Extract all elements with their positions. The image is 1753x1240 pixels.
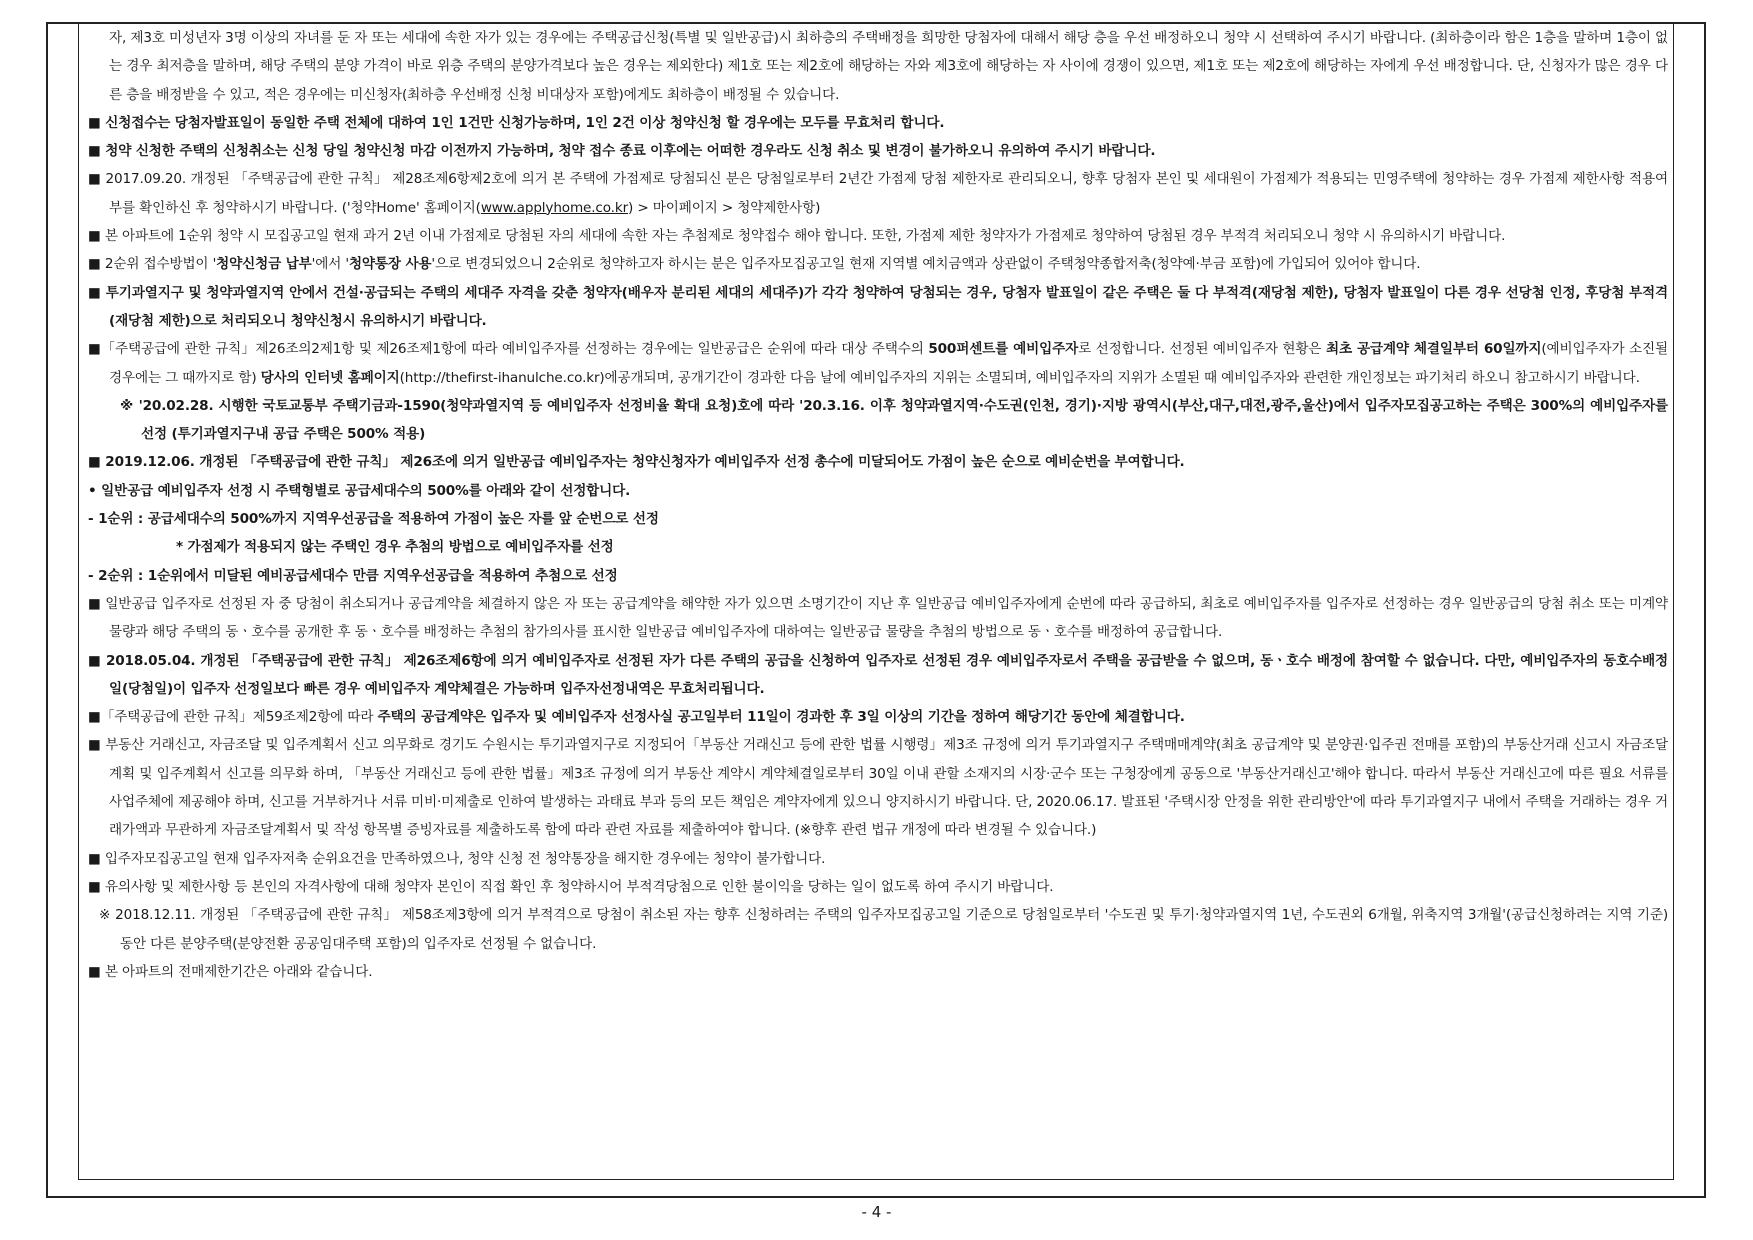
- applyhome-link[interactable]: www.applyhome.co.kr: [480, 199, 629, 216]
- paragraph-lowest-floor: 자, 제3호 미성년자 3명 이상의 자녀를 둔 자 또는 세대에 속한 자가 있는 경우에는 주택공급신청(특별 및 일반공급)시 최하층의 주택배정을 희망한 당첨자에 대해서 해당 층을 우선 배정하오니 청약 시 선택하여 주시기 바랍니다. (최하층이라 함은 1층을 말하며 1층이 없는 경우 최저층을 말하며, 해당 주택의 분양 가격이 바로 위층 주택의 분양가격보다 높은 경우는 제외한다) 제1호 또는 제2호에 해당하는 자와 제3호에 해당하는 자 사이에 경쟁이 있으면, 제1호 또는 제2호에 해당하는 자에게 우선 배정합니다. 단, 신청자가 많은 경우 다른 층을 배정받을 수 있고, 적은 경우에는 미신청자(최하층 우선배정 신청 비대상자 포함)에게도 최하층이 배정될 수 있습니다.: [109, 30, 1669, 103]
- paragraph-real-estate-report: ■ 부동산 거래신고, 자금조달 및 입주계획서 신고 의무화로 경기도 수원시는 투기과열지구로 지정되어「부동산 거래신고 등에 관한 법률 시행령」제3조 규정에 의거 투기과열지구 주택매매계약(최초 공급계약 및 분양권·입주권 전매를 포함)의 부동산거래 신고시 자금조달계획 및 입주계획서 신고를 의무화 하며, 「부동산 거래신고 등에 관한 법률」제3조 규정에 의거 부동산 계약시 계약체결일로부터 30일 이내 관할 소재지의 시장·군수 또는 구청장에게 공동으로 '부동산거래신고'해야 합니다. 따라서 부동산 거래신고에 따른 필요 서류를 사업주체에 제공해야 하며, 신고를 거부하거나 서류 미비·미제출로 인하여 발생하는 과태료 부과 등의 모든 책임은 계약자에게 있으니 양지하시기 바랍니다. 단, 2020.06.17. 발표된 '주택시장 안정을 위한 관리방안'에 따라 투기과열지구 내에서 주택을 거래하는 경우 거래가액과 무관하게 자금조달계획서 및 작성 항목별 증빙자료를 제출하도록 함에 따라 관련 자료를 제출하여야 합니다. (※향후 관련 법규 개정에 따라 변경될 수 있습니다.): [88, 737, 1668, 839]
- paragraph-one-application: ■ 신청접수는 당첨자발표일이 동일한 주택 전체에 대하여 1인 1건만 신청가능하며, 1인 2건 이상 청약신청 할 경우에는 모두를 무효처리 합니다.: [88, 114, 945, 131]
- paragraph-contract-period: ■「주택공급에 관한 규칙」제59조제2항에 따라 주택의 공급계약은 입주자 및 예비입주자 선정사실 공고일부터 11일이 경과한 후 3일 이상의 기간을 정하여 해당기간 동안에 체결합니다.: [88, 709, 1185, 726]
- paragraph-lottery-requirement: ■ 본 아파트에 1순위 청약 시 모집공고일 현재 과거 2년 이내 가점제로 당첨된 자의 세대에 속한 자는 추첨제로 청약접수 해야 합니다. 또한, 가점제 제한 청약자가 가점제로 청약하여 당첨된 경우 부적격 처리되오니 청약 시 유의하시기 바랍니다.: [88, 228, 1506, 245]
- paragraph-reserve-residents: ■「주택공급에 관한 규칙」제26조의2제1항 및 제26조제1항에 따라 예비입주자를 선정하는 경우에는 일반공급은 순위에 따라 대상 주택수의 500퍼센트를 예비입주자로 선정합니다. 선정된 예비입주자 현황은 최초 공급계약 체결일부터 60일까지(예비입주자가 소진될 경우에는 그 때까지로 함) 당사의 인터넷 홈페이지(http://thefirst-ihanulche.co.kr)에공개되며, 공개기간이 경과한 다음 날에 예비입주자의 지위는 소멸되며, 예비입주자의 지위가 소멸된 때 예비입주자와 관련한 개인정보는 파기처리 하오니 참고하시기 바랍니다.: [88, 341, 1668, 386]
- paragraph-self-check: ■ 유의사항 및 제한사항 등 본인의 자격사항에 대해 청약자 본인이 직접 확인 후 청약하시어 부적격당첨으로 인한 불이익을 당하는 일이 없도록 하여 주시기 바랍니다.: [88, 878, 1054, 895]
- rank-2-rule: - 2순위 : 1순위에서 미달된 예비공급세대수 만큼 지역우선공급을 적용하여 추첨으로 선정: [88, 567, 618, 584]
- paragraph-reserve-supply: ■ 일반공급 입주자로 선정된 자 중 당첨이 취소되거나 공급계약을 체결하지 않은 자 또는 공급계약을 해약한 자가 있으면 소명기간이 지난 후 일반공급 예비입주자에게 순번에 따라 공급하되, 최초로 예비입주자를 입주자로 선정하는 경우 일반공급의 당첨 취소 또는 미계약 물량과 해당 주택의 동ㆍ호수를 공개한 후 동ㆍ호수를 배정하는 추첨의 참가의사를 표시한 일반공급 예비입주자에 대하여는 일반공급 물량을 추첨의 방법으로 동ㆍ호수를 배정하여 공급합니다.: [88, 595, 1668, 641]
- note-ineligible: ※ 2018.12.11. 개정된 「주택공급에 관한 규칙」 제58조제3항에 의거 부적격으로 당첨이 취소된 자는 향후 신청하려는 주택의 입주자모집공고일 기준으로 당첨일로부터 '수도권 및 투기·청약과열지역 1년, 수도권외 6개월, 위축지역 3개월'(공급신청하려는 지역 기준) 동안 다른 분양주택(분양전환 공공임대주택 포함)의 입주자로 선정될 수 없습니다.: [99, 907, 1668, 952]
- paragraph-resale-limit: ■ 본 아파트의 전매제한기간은 아래와 같습니다.: [88, 963, 373, 980]
- paragraph-overheated-zone: ■ 투기과열지구 및 청약과열지역 안에서 건설·공급되는 주택의 세대주 자격을 갖춘 청약자(배우자 분리된 세대의 세대주)가 각각 청약하여 당첨되는 경우, 당첨자 발표일이 같은 주택은 둘 다 부적격(재당첨 제한), 당첨자 발표일이 다른 경우 선당첨 인정, 후당첨 부적격(재당첨 제한)으로 처리되오니 청약신청시 유의하시기 바랍니다.: [88, 284, 1668, 329]
- paragraph-second-rank: ■ 2순위 접수방법이 '청약신청금 납부'에서 '청약통장 사용'으로 변경되었으니 2순위로 청약하고자 하시는 분은 입주자모집공고일 현재 지역별 예치금액과 상관없이 주택청약종합저축(청약예·부금 포함)에 가입되어 있어야 합니다.: [88, 256, 1421, 273]
- note-reserve-ratio: ※ '20.02.28. 시행한 국토교통부 주택기금과-1590(청약과열지역 등 예비입주자 선정비율 확대 요청)호에 따라 '20.3.16. 이후 청약과열지역·수도권(인천, 경기)·지방 광역시(부산,대구,대전,광주,울산)에서 입주자모집공고하는 주택은 300%의 예비입주자를 선정 (투기과열지구내 공급 주택은 500% 적용): [120, 397, 1668, 443]
- paragraph-point-system-limit: ■ 2017.09.20. 개정된 「주택공급에 관한 규칙」 제28조제6항제2호에 의거 본 주택에 가점제로 당첨되신 분은 당첨일로부터 2년간 가점제 당첨 제한자로 관리되오니, 향후 당첨자 본인 및 세대원이 가점제가 적용되는 민영주택에 청약하는 경우 가점제 제한사항 적용여부를 확인하신 후 청약하시기 바랍니다. ('청약Home' 홈페이지(www.applyhome.co.kr) > 마이페이지 > 청약제한사항): [88, 171, 1668, 216]
- page-number: - 4 -: [861, 1203, 892, 1221]
- bullet-reserve-selection: • 일반공급 예비입주자 선정 시 주택형별로 공급세대수의 500%를 아래와 같이 선정합니다.: [88, 482, 631, 499]
- paragraph-account-closed: ■ 입주자모집공고일 현재 입주자저축 순위요건을 만족하였으나, 청약 신청 전 청약통장을 해지한 경우에는 청약이 불가합니다.: [88, 850, 826, 867]
- paragraph-cancellation: ■ 청약 신청한 주택의 신청취소는 신청 당일 청약신청 마감 이전까지 가능하며, 청약 접수 종료 이후에는 어떠한 경우라도 신청 취소 및 변경이 불가하오니 유의하여 주시기 바랍니다.: [88, 143, 1156, 160]
- paragraph-reserve-restriction: ■ 2018.05.04. 개정된 「주택공급에 관한 규칙」 제26조제6항에 의거 예비입주자로 선정된 자가 다른 주택의 공급을 신청하여 입주자로 선정된 경우 예비입주자로서 주택을 공급받을 수 없으며, 동ㆍ호수 배정에 참여할 수 없습니다. 다만, 예비입주자의 동호수배정일(당첨일)이 입주자 선정일보다 빠른 경우 예비입주자 계약체결은 가능하며 입주자선정내역은 무효처리됩니다.: [88, 652, 1668, 697]
- rank-1-rule: - 1순위 : 공급세대수의 500%까지 지역우선공급을 적용하여 가점이 높은 자를 앞 순번으로 선정: [88, 511, 659, 528]
- paragraph-reserve-order: ■ 2019.12.06. 개정된 「주택공급에 관한 규칙」 제26조에 의거 일반공급 예비입주자는 청약신청자가 예비입주자 선정 총수에 미달되어도 가점이 높은 순으로 예비순번을 부여합니다.: [88, 454, 1185, 471]
- rank-1-note: * 가점제가 적용되지 않는 주택인 경우 추첨의 방법으로 예비입주자를 선정: [176, 539, 614, 556]
- document-body: [88, 24, 1668, 986]
